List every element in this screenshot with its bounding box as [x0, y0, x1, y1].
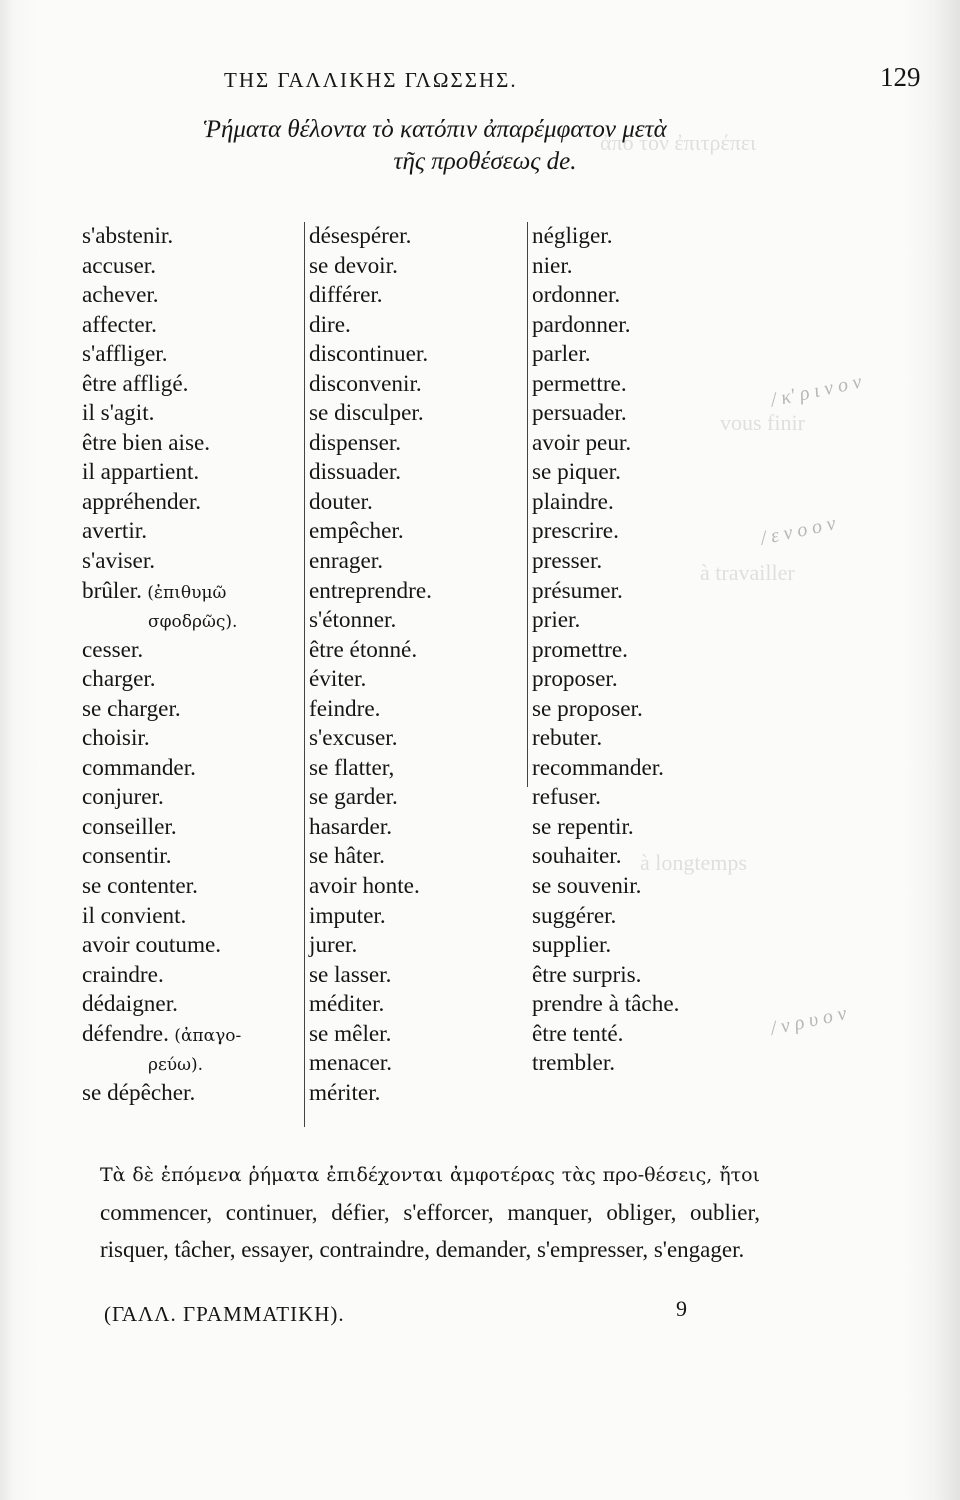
- verb-text: dispenser.: [309, 429, 402, 456]
- verb-entry: [532, 665, 679, 695]
- verb-text: dédaigner.: [82, 991, 178, 1018]
- verb-text: se souvenir.: [532, 873, 642, 900]
- verb-entry: [532, 636, 679, 666]
- greek-gloss: (ἀπαγο-: [168, 1025, 242, 1046]
- verb-text: supplier.: [532, 932, 612, 959]
- verb-text: se mêler.: [309, 1020, 392, 1047]
- verb-entry: [82, 990, 241, 1020]
- greek-gloss: ρεύω).: [148, 1055, 204, 1076]
- verb-entry: [82, 399, 241, 429]
- verb-text: être affligé.: [82, 370, 189, 397]
- verb-entry: [82, 340, 241, 370]
- verb-entry: [82, 458, 241, 488]
- verb-text: s'abstenir.: [82, 223, 174, 249]
- section-title-line-1: Ῥήματα θέλοντα τὸ κατόπιν ἀπαρέμφατον μετὰ: [203, 116, 667, 143]
- verb-text: souhaiter.: [532, 843, 622, 870]
- verb-text: dissuader.: [309, 459, 402, 486]
- verb-entry: [309, 665, 432, 695]
- verb-entry: [532, 754, 679, 784]
- verb-entry: [82, 517, 241, 547]
- verb-text: trembler.: [532, 1050, 616, 1077]
- verb-text: présumer.: [532, 577, 623, 604]
- verb-entry: [532, 695, 679, 725]
- verb-entry: [532, 1020, 679, 1050]
- verb-entry: [309, 872, 432, 902]
- verb-text: être surpris.: [532, 961, 642, 988]
- gathering-signature: 9: [676, 1296, 687, 1321]
- verb-text: discontinuer.: [309, 341, 429, 368]
- verb-text: achever.: [82, 282, 159, 309]
- verb-text: se repentir.: [532, 813, 634, 840]
- verb-entry: [82, 488, 241, 518]
- verb-entry: [309, 281, 432, 311]
- verb-entry: [82, 1020, 241, 1050]
- verb-text: prier.: [532, 607, 581, 634]
- show-through-text: à longtemps: [640, 850, 747, 875]
- verb-entry: [82, 222, 241, 252]
- verb-entry: [82, 311, 241, 341]
- verb-text: se dépêcher.: [82, 1079, 196, 1106]
- verb-entry: [532, 458, 679, 488]
- verb-text: avertir.: [82, 518, 148, 545]
- verb-text: cesser.: [82, 636, 144, 663]
- verb-entry: [532, 281, 679, 311]
- verb-text: consentir.: [82, 843, 172, 870]
- verb-entry: [309, 429, 432, 459]
- verb-text: conjurer.: [82, 784, 164, 811]
- verb-entry: [82, 547, 241, 577]
- verb-entry: [82, 1049, 241, 1079]
- verb-entry: [309, 517, 432, 547]
- verb-entry: [532, 429, 679, 459]
- verb-text: se hâter.: [309, 843, 385, 870]
- verb-entry: [532, 547, 679, 577]
- verb-text: avoir coutume.: [82, 932, 222, 959]
- verb-text: jurer.: [309, 932, 358, 959]
- verb-text: se lasser.: [309, 961, 392, 988]
- greek-gloss: (ἐπιθυμῶ: [141, 582, 227, 603]
- verb-entry: [309, 961, 432, 991]
- verb-entry: [532, 488, 679, 518]
- verb-text: il s'agit.: [82, 400, 155, 427]
- verb-text: plaindre.: [532, 488, 614, 515]
- verb-text: pardonner.: [532, 311, 631, 338]
- verb-text: se flatter,: [309, 754, 395, 781]
- verb-text: disconvenir.: [309, 370, 422, 397]
- verb-entry: [532, 813, 679, 843]
- verb-entry: [532, 783, 679, 813]
- verb-column-2: [304, 222, 432, 1127]
- verb-text: défendre.: [82, 1020, 169, 1047]
- verb-text: accuser.: [82, 252, 157, 279]
- verb-entry: [309, 606, 432, 636]
- verb-text: éviter.: [309, 666, 367, 693]
- verb-entry: [309, 458, 432, 488]
- verb-text: persuader.: [532, 400, 627, 427]
- verb-entry: [309, 931, 432, 961]
- verb-text: promettre.: [532, 636, 628, 663]
- verb-entry: [309, 399, 432, 429]
- verb-entry: [532, 606, 679, 636]
- pencil-marginalia: / ε ν ο ο ν: [758, 512, 838, 550]
- closing-paragraph: [100, 1155, 760, 1268]
- verb-text: choisir.: [82, 725, 150, 752]
- verb-entry: [82, 813, 241, 843]
- verb-entry: [532, 872, 679, 902]
- verb-entry: [82, 872, 241, 902]
- verb-entry: [309, 340, 432, 370]
- verb-text: prescrire.: [532, 518, 619, 545]
- verb-entry: [82, 370, 241, 400]
- verb-text: refuser.: [532, 784, 601, 811]
- verb-entry: [82, 724, 241, 754]
- page-number: 129: [880, 62, 921, 92]
- verb-entry: [532, 340, 679, 370]
- verb-text: recommander.: [532, 754, 664, 781]
- verb-entry: [532, 902, 679, 932]
- verb-entry: [532, 1049, 679, 1079]
- verb-entry: [532, 311, 679, 341]
- verb-entry: [82, 665, 241, 695]
- verb-text: proposer.: [532, 666, 618, 693]
- verb-entry: [309, 724, 432, 754]
- verb-entry: [82, 252, 241, 282]
- verb-entry: [532, 222, 679, 252]
- verb-text: nier.: [532, 252, 573, 279]
- verb-entry: [82, 754, 241, 784]
- verb-text: prendre à tâche.: [532, 991, 680, 1018]
- verb-text: suggérer.: [532, 902, 617, 929]
- verb-entry: [82, 842, 241, 872]
- french-verb-list: commencer, continuer, défier, s'efforcer, manquer, obliger, oublier, risquer, tâcher, essayer, contraindre, demander, s'empresser, s'engager.: [100, 1200, 760, 1262]
- verb-entry: [532, 252, 679, 282]
- verb-text: s'aviser.: [82, 548, 156, 575]
- signature-line: (ΓΑΛΛ. ΓΡΑΜΜΑΤΙΚΗ).: [104, 1302, 345, 1326]
- verb-text: se disculper.: [309, 400, 424, 427]
- verb-text: se contenter.: [82, 873, 198, 900]
- verb-entry: [309, 370, 432, 400]
- verb-text: désespérer.: [309, 223, 412, 249]
- verb-text: se garder.: [309, 784, 398, 811]
- verb-text: menacer.: [309, 1050, 393, 1077]
- verb-entry: [532, 370, 679, 400]
- verb-text: appréhender.: [82, 488, 202, 515]
- verb-text: enrager.: [309, 548, 384, 575]
- verb-entry: [532, 842, 679, 872]
- verb-entry: [532, 399, 679, 429]
- verb-text: s'excuser.: [309, 725, 398, 752]
- verb-text: s'affliger.: [82, 341, 168, 368]
- verb-text: négliger.: [532, 223, 613, 249]
- verb-entry: [309, 636, 432, 666]
- verb-entry: [82, 577, 241, 607]
- verb-entry: [532, 931, 679, 961]
- show-through-text: ἀπὸ τὸν ἐπιτρέπει: [600, 130, 757, 155]
- verb-entry: [82, 1079, 241, 1109]
- verb-text: permettre.: [532, 370, 627, 397]
- verb-text: affecter.: [82, 311, 157, 338]
- greek-intro: Τὰ δὲ ἑπόμενα ῥήματα ἐπιδέχονται ἀμφοτέρας τὰς προ-θέσεις, ἤτοι: [100, 1164, 760, 1186]
- verb-entry: [82, 281, 241, 311]
- verb-entry: [82, 931, 241, 961]
- verb-text: entreprendre.: [309, 577, 432, 604]
- verb-entry: [309, 1049, 432, 1079]
- verb-text: être tenté.: [532, 1020, 624, 1047]
- verb-text: imputer.: [309, 902, 386, 929]
- verb-entry: [309, 842, 432, 872]
- verb-entry: [309, 488, 432, 518]
- verb-text: craindre.: [82, 961, 164, 988]
- verb-text: ordonner.: [532, 282, 621, 309]
- verb-text: parler.: [532, 341, 591, 368]
- verb-entry: [532, 517, 679, 547]
- verb-entry: [309, 1079, 432, 1109]
- verb-entry: [309, 783, 432, 813]
- verb-text: s'étonner.: [309, 607, 397, 634]
- verb-text: être étonné.: [309, 636, 418, 663]
- verb-entry: [82, 695, 241, 725]
- verb-text: il convient.: [82, 902, 187, 929]
- verb-text: mériter.: [309, 1079, 381, 1106]
- verb-text: dire.: [309, 311, 351, 338]
- verb-text: méditer.: [309, 991, 385, 1018]
- verb-entry: [82, 636, 241, 666]
- verb-entry: [82, 606, 241, 636]
- verb-text: rebuter.: [532, 725, 603, 752]
- running-head: ΤΗΣ ΓΑΛΛΙΚΗΣ ΓΛΩΣΣΗΣ.: [224, 68, 518, 92]
- verb-entry: [309, 311, 432, 341]
- pencil-marginalia: / ν ρ υ ο ν: [768, 1002, 849, 1040]
- verb-text: douter.: [309, 488, 373, 515]
- verb-entry: [309, 990, 432, 1020]
- section-title-line-2: τῆς προθέσεως de.: [393, 148, 577, 175]
- verb-text: hasarder.: [309, 813, 393, 840]
- verb-text: charger.: [82, 666, 156, 693]
- verb-text: brûler.: [82, 577, 142, 604]
- verb-text: se proposer.: [532, 695, 643, 722]
- verb-entry: [82, 961, 241, 991]
- verb-entry: [309, 222, 432, 252]
- verb-entry: [309, 252, 432, 282]
- verb-entry: [309, 813, 432, 843]
- verb-entry: [82, 783, 241, 813]
- verb-column-1: [82, 222, 241, 1108]
- verb-text: se charger.: [82, 695, 181, 722]
- verb-entry: [309, 754, 432, 784]
- verb-entry: [82, 429, 241, 459]
- verb-entry: [309, 902, 432, 932]
- verb-column-3: [527, 222, 680, 1077]
- verb-entry: [82, 902, 241, 932]
- verb-text: presser.: [532, 548, 603, 575]
- verb-text: avoir honte.: [309, 873, 420, 900]
- verb-entry: [309, 1020, 432, 1050]
- verb-entry: [309, 695, 432, 725]
- verb-text: différer.: [309, 282, 383, 309]
- verb-entry: [532, 961, 679, 991]
- verb-text: empêcher.: [309, 518, 404, 545]
- verb-text: se devoir.: [309, 252, 398, 279]
- pencil-marginalia: / κ' ρ ι ν ο ν: [768, 370, 864, 412]
- verb-entry: [309, 547, 432, 577]
- verb-entry: [532, 990, 679, 1020]
- verb-entry: [532, 577, 679, 607]
- verb-text: se piquer.: [532, 459, 621, 486]
- verb-text: commander.: [82, 754, 196, 781]
- show-through-text: vous finir: [720, 410, 805, 435]
- verb-entry: [309, 577, 432, 607]
- greek-gloss: σφοδρῶς).: [148, 612, 238, 633]
- section-title: [130, 114, 740, 178]
- verb-text: feindre.: [309, 695, 381, 722]
- verb-text: avoir peur.: [532, 429, 632, 456]
- verb-text: être bien aise.: [82, 429, 211, 456]
- verb-entry: [532, 724, 679, 754]
- verb-text: il appartient.: [82, 459, 200, 486]
- verb-text: conseiller.: [82, 813, 177, 840]
- show-through-text: à travailler: [700, 560, 795, 585]
